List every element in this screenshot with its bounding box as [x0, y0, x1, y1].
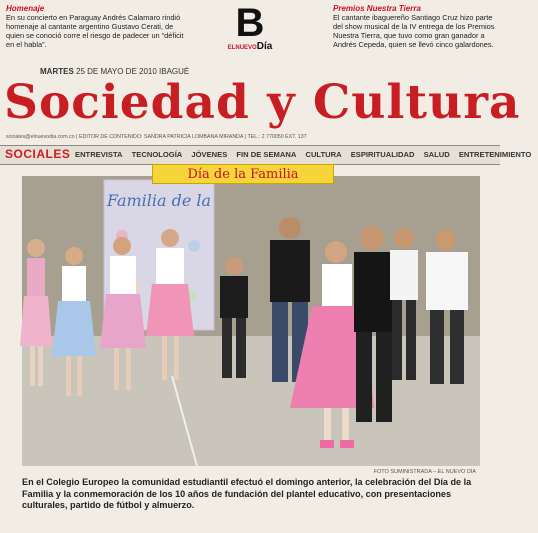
photo-caption: En el Colegio Europeo la comunidad estudiantil efectuó el domingo anterior, la celebración del Día de la Familia y la conmemoración de los 10 años de fundación del plantel educativo, con presentaciones culturales, partido de fútbol y almuerzo.	[22, 477, 472, 511]
teaser-homenaje	[6, 4, 186, 49]
dateline-rest: 25 DE MAYO DE 2010 IBAGUÉ	[76, 67, 190, 76]
teaser-text: El cantante ibaguereño Santiago Cruz hizo parte del show musical de la IV entrega de los Premios Nuestra Tierra, que tuvo como gran ganador a Andrés Cepeda, quien se llevó cinco galardones.	[333, 13, 495, 49]
nav-item-tecnologia: TECNOLOGÍA	[131, 150, 183, 159]
logo-letter: B	[235, 1, 265, 45]
nav-item-salud: SALUD	[423, 150, 450, 159]
event-photo	[22, 176, 480, 466]
dateline-day: MARTES	[40, 67, 74, 76]
nav-item-cultura: CULTURA	[305, 150, 342, 159]
nav-current-section: SOCIALES	[5, 147, 71, 161]
event-banner	[152, 164, 334, 184]
section-masthead	[0, 75, 521, 130]
photo-illustration	[22, 176, 480, 466]
nav-item-entretenimiento: ENTRETENIMIENTO	[458, 150, 532, 159]
photo-credit: FOTO SUMINISTRADA – EL NUEVO DÍA	[373, 469, 476, 475]
nav-item-espiritualidad: ESPIRITUALIDAD	[350, 150, 415, 159]
newspaper-logo	[224, 1, 276, 60]
teaser-premios	[333, 4, 495, 49]
nav-item-jovenes: JÓVENES	[191, 150, 228, 159]
nav-item-entrevista: ENTREVISTA	[75, 150, 123, 159]
logo-name: ELNUEVODía	[227, 41, 273, 52]
section-title: Sociedad y Cultura	[4, 75, 521, 130]
nav-item-fin-de-semana: FIN DE SEMANA	[236, 150, 297, 159]
backdrop-decoration	[188, 240, 200, 252]
teaser-text: En su concierto en Paraguay Andrés Calamaro rindió homenaje al cantante argentino Gustavo Cerati, de quien se conoció corre el riesgo de padecer un “déficit en el habla”.	[6, 13, 184, 49]
section-nav	[0, 145, 532, 165]
backdrop-text: Familia de la	[106, 191, 212, 210]
nav-items	[75, 150, 538, 160]
editor-credits: sociales@elnuevodia.com.co | EDITOR DE CONTENIDO: SANDRA PATRICIA LOMBANA MIRANDA | TEL.: 2 770050 EXT. 137	[6, 134, 307, 140]
teaser-kicker: Homenaje	[6, 4, 45, 13]
teaser-kicker: Premios Nuestra Tierra	[333, 4, 421, 13]
event-banner-title: Día de la Familia	[187, 167, 299, 182]
